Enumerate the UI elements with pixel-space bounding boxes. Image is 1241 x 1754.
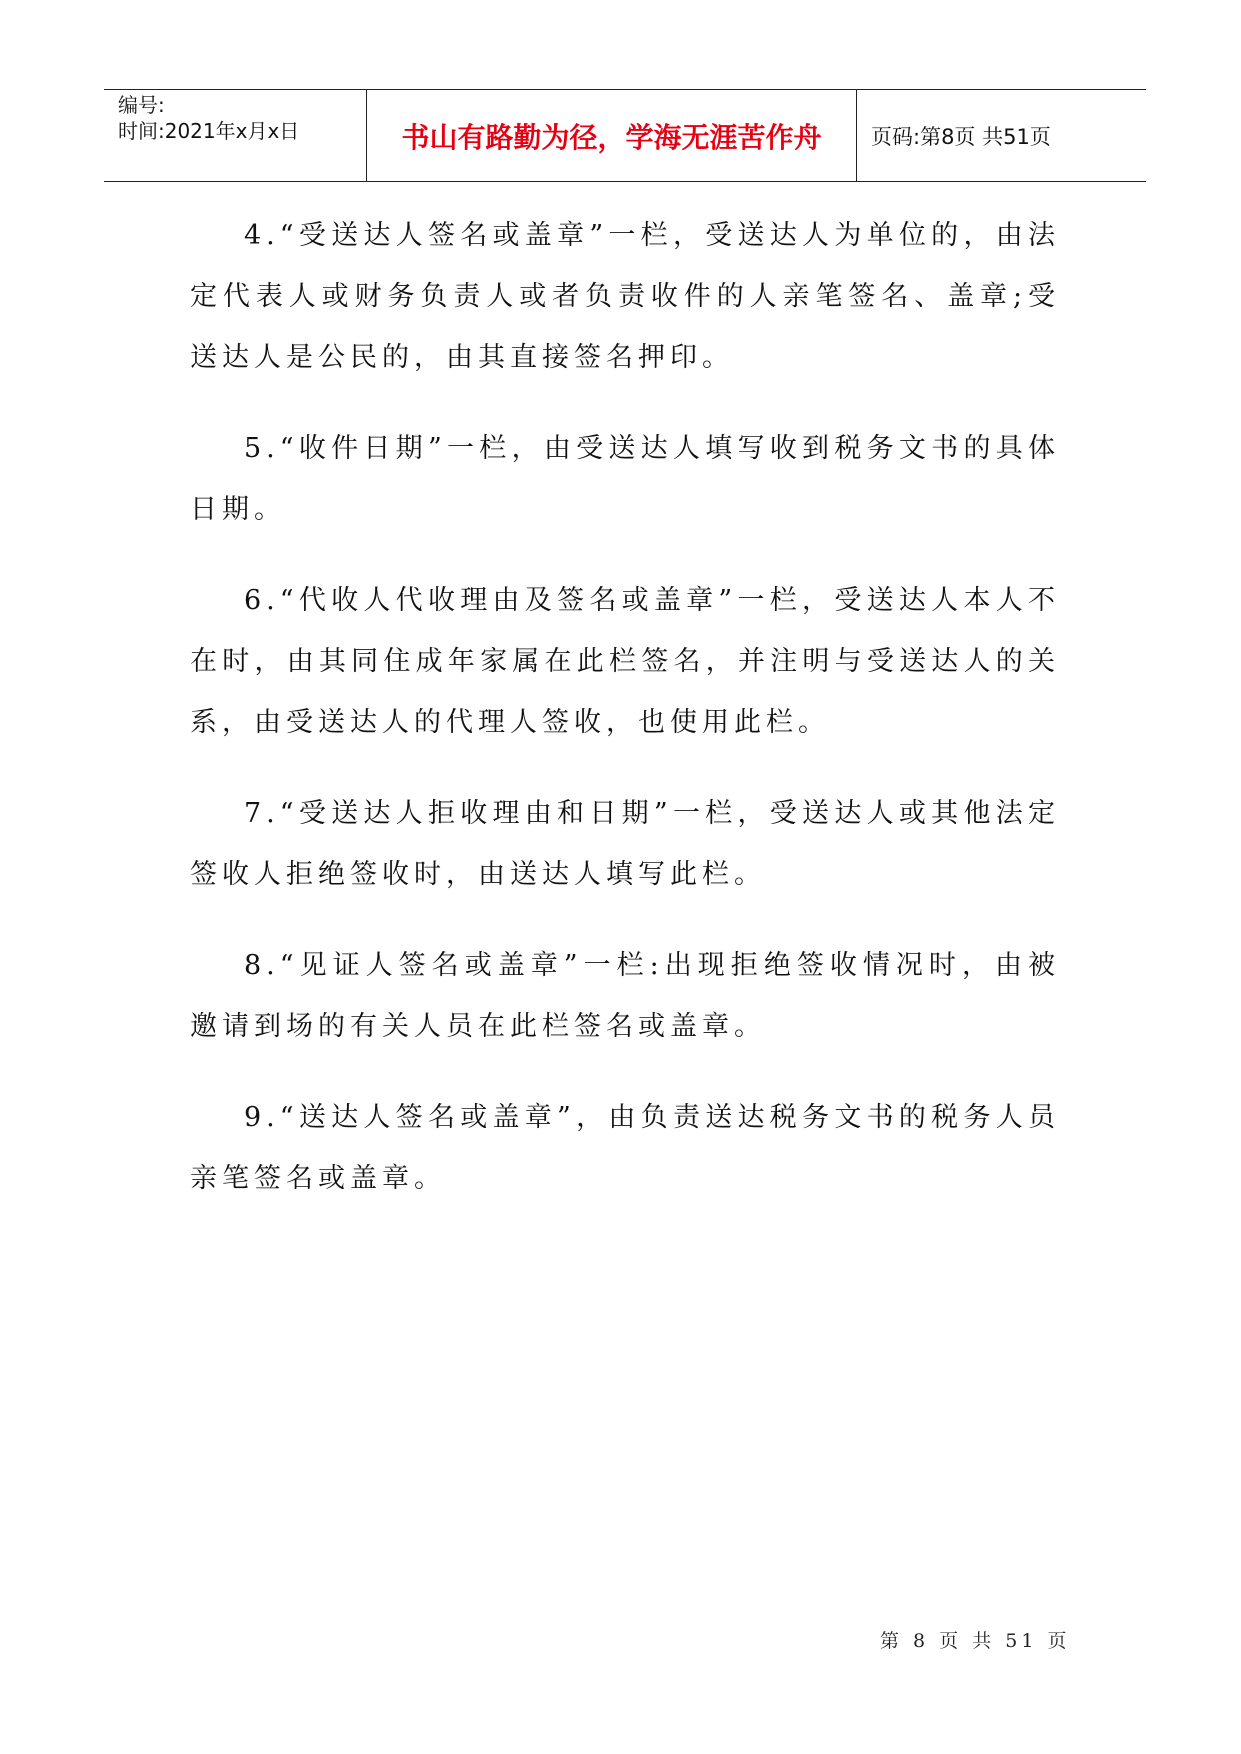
header-page-number: 页码:第8页 共51页: [871, 124, 1051, 149]
paragraph-item-4: 4.“受送达人签名或盖章”一栏，受送达人为单位的，由法定代表人或财务负责人或者负责收件的人亲笔签名、盖章;受送达人是公民的，由其直接签名押印。: [190, 220, 1060, 373]
paragraph-item-8: 8.“见证人签名或盖章”一栏:出现拒绝签收情况时，由被邀请到场的有关人员在此栏签名或盖章。: [190, 950, 1060, 1042]
document-body: [190, 205, 1060, 1239]
paragraph-item-9: 9.“送达人签名或盖章”，由负责送达税务文书的税务人员亲笔签名或盖章。: [190, 1102, 1060, 1194]
document-time-label: 时间:2021年x月x日: [118, 119, 300, 143]
paragraph-item-6: 6.“代收人代收理由及签名或盖章”一栏，受送达人本人不在时，由其同住成年家属在此栏签名，并注明与受送达人的关系，由受送达人的代理人签收，也使用此栏。: [190, 585, 1060, 738]
document-number-label: 编号:: [118, 93, 165, 117]
header-motto: 书山有路勤为径，学海无涯苦作舟: [367, 90, 857, 181]
document-header: [104, 89, 1146, 182]
header-meta: [104, 90, 367, 181]
page-footer: 第 8 页 共 51 页: [880, 1630, 1071, 1652]
paragraph-item-5: 5.“收件日期”一栏，由受送达人填写收到税务文书的具体日期。: [190, 433, 1060, 525]
paragraph-item-7: 7.“受送达人拒收理由和日期”一栏，受送达人或其他法定签收人拒绝签收时，由送达人填写此栏。: [190, 798, 1060, 890]
